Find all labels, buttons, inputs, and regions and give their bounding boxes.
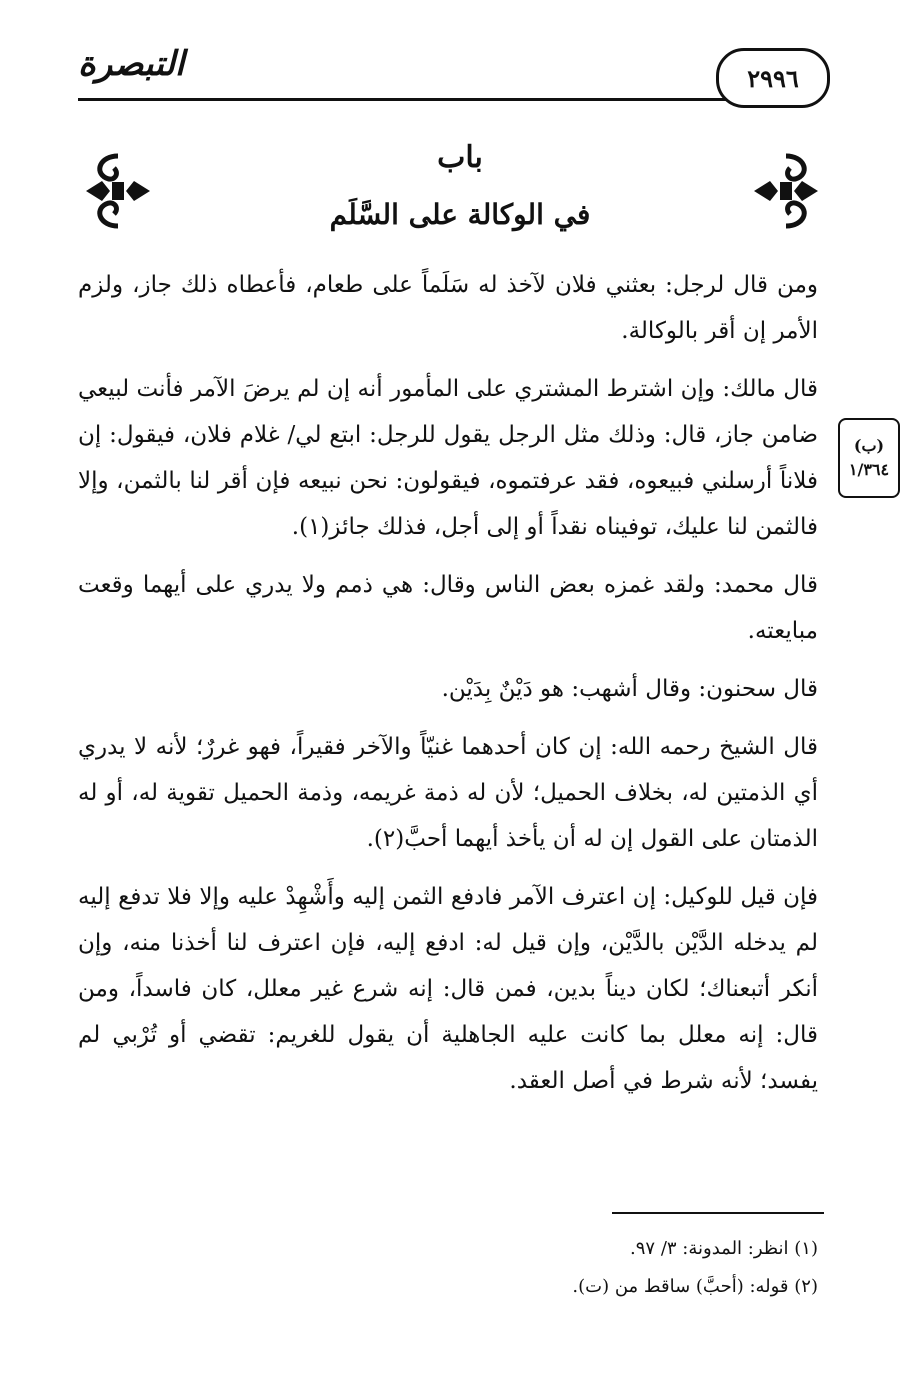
footnote: (٢) قوله: (أحبَّ) ساقط من (ت). [572,1276,818,1297]
margin-ref-line: ١/٣٦٤ [848,460,890,479]
footnote: (١) انظر: المدونة: ٣/ ٩٧. [630,1238,818,1259]
main-text [78,262,818,1116]
floral-ornament-icon [748,148,824,234]
paragraph: قال مالك: وإن اشترط المشتري على المأمور أنه إن لم يرضَ الآمر فأنت لبيعي ضامن جاز، قال: وذلك مثل الرجل يقول للرجل: ابتع لي/ غلام فلان، فيقول: إن فلاناً أرسلني فبيعوه، فقد عرفتموه، فيقولون: نحن نبيعه فإن أقر لنا بالثمن، وإلا فالثمن لنا عليك، توفيناه نقداً أو إلى أجل، فذلك جائز(١). [78,376,818,540]
header-rule [78,98,734,101]
page-number: ٢٩٩٦ [716,48,830,108]
paragraph: ومن قال لرجل: بعثني فلان لآخذ له سَلَماً على طعام، فأعطاه ذلك جاز، ولزم الأمر إن أقر بالوكالة. [78,272,818,344]
paragraph: قال سحنون: وقال أشهب: هو دَيْنٌ بِدَيْن. [441,676,818,702]
chapter-label: باب [437,140,483,175]
floral-ornament-icon [80,148,156,234]
footnotes [78,1230,818,1306]
paragraph: قال الشيخ رحمه الله: إن كان أحدهما غنيّاً والآخر فقيراً، فهو غررٌ؛ لأنه لا يدري أي الذمتين له، بخلاف الحميل؛ لأن له ذمة غريمه، وذمة الحميل تقوية له، أو له الذمتان على القول إن له أن يأخذ أيهما أحبَّ(٢). [78,734,818,852]
paragraph: قال محمد: ولقد غمزه بعض الناس وقال: هي ذمم ولا يدري على أيهما وقعت مبايعته. [78,572,818,644]
book-title: التبصرة [78,44,185,84]
margin-manuscript-reference [838,418,900,498]
chapter-title: في الوكالة على السَّلَم [329,198,591,231]
page-header [78,40,830,110]
paragraph: فإن قيل للوكيل: إن اعترف الآمر فادفع الثمن إليه وأَشْهِدْ عليه وإلا فلا تدفع إليه لم يدخله الدَّيْن بالدَّيْن، وإن قيل له: ادفع إليه، فإن اعترف لنا أخذنا منه، وإن أنكر أتبعناك؛ لكان ديناً بدين، فمن قال: إنه شرع غير معلل، كان فاسداً، ومن قال: إنه معلل بما كانت عليه الجاهلية أن يقول للغريم: تقضي أو تُرْبي لم يفسد؛ لأنه شرط في أصل العقد. [78,884,818,1094]
footnote-divider [612,1212,824,1214]
margin-ref-line: (ب) [853,436,885,455]
